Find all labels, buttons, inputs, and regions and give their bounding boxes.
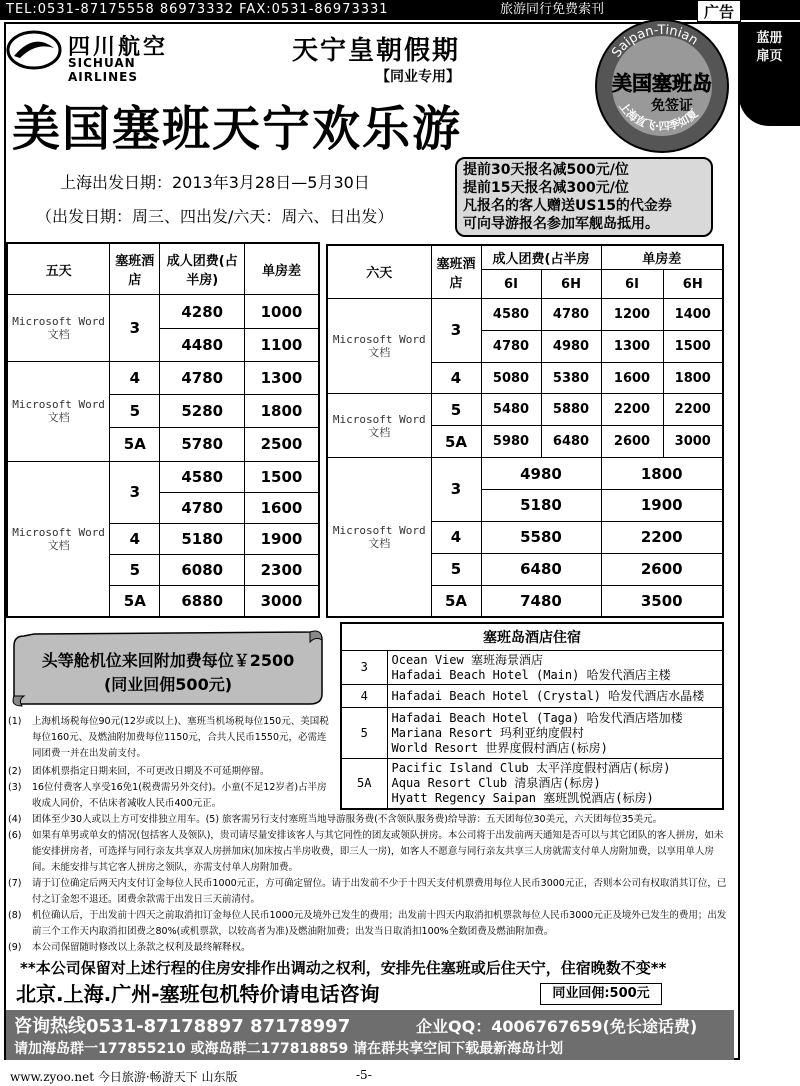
page-number: -5- [356, 1068, 372, 1082]
table-subheader: 6H [663, 270, 723, 299]
badge-top-text: Saipan-Tinian [609, 22, 701, 61]
badge-bottom-text: 上海直飞·四季如夏 [616, 99, 701, 134]
price-cell: 2500 [245, 428, 320, 461]
hotel-category: 4 [341, 685, 387, 708]
table-header: 六天 [327, 245, 431, 298]
price-cell: 2200 [601, 394, 663, 426]
note-text: 本公司保留随时修改以上条款之权利及最终解释权。 [32, 942, 251, 953]
note-text: 请于订位确定后两天内支付订金每位人民币1000元正，方可确定留位。请于出发前不少于十四天支付机票费用每位人民币3000元正，否则本公司有权取消其订位，已付之订金恕不退还。团费余款需于出发日三天前清付。 [32, 878, 727, 905]
hotel-grade: 4 [431, 521, 481, 553]
hotel-grade: 5A [110, 586, 160, 617]
price-cell: 4780 [481, 330, 541, 362]
price-cell: 4480 [160, 328, 245, 361]
saipan-badge [592, 16, 732, 156]
price-cell: 5180 [481, 489, 601, 521]
price-cell: 1100 [245, 328, 320, 361]
price-cell: 2600 [601, 426, 663, 458]
price-cell: 4980 [541, 330, 601, 362]
scroll-line-2: (同业回佣500元) [103, 675, 233, 694]
side-tab-label: 蓝册扉页 [756, 31, 783, 64]
hotel-grade: 5 [431, 394, 481, 426]
table-header: 成人团费(占半房 [481, 245, 601, 270]
hotel-name: Hafadai Beach Hotel (Crystal) 哈发代酒店水晶楼 [391, 688, 705, 703]
charter-inquiry: 北京.上海.广州-塞班包机特价请电话咨询 [16, 982, 380, 1006]
hotel-category: 5A [341, 758, 387, 809]
rebate-box: 同业回佣:500元 [540, 983, 662, 1005]
hotel-name: Ocean View 塞班海景酒店 [391, 652, 543, 667]
hotel-grade: 5A [431, 426, 481, 458]
scroll-line-1: 头等舱机位来回附加费每位￥2500 [41, 651, 295, 670]
hotel-category: 5 [341, 708, 387, 758]
price-cell: 5480 [481, 394, 541, 426]
price-cell: 1200 [601, 298, 663, 330]
price-cell: 4780 [160, 492, 245, 523]
adjustment-statement: **本公司保留对上述行程的住房安排作出调动之权利，安排先住塞班或后住天宁，住宿晚数不变** [20, 959, 667, 977]
note-number: (2) [8, 766, 22, 777]
price-cell: 4980 [481, 458, 601, 490]
hotel-grade: 5A [110, 428, 160, 461]
note-text: 团体至少30人或以上方可安排独立用车。(5) 旅客需另行支付塞班当地导游服务费(不含领队服务费)给导游：五天团每位30美元，六天团每位35美元。 [32, 814, 663, 825]
price-cell: 6080 [160, 555, 245, 586]
price-cell: 5980 [481, 426, 541, 458]
hotel-grade: 3 [431, 298, 481, 362]
price-cell: 1800 [245, 395, 320, 428]
airline-bird-icon [6, 28, 62, 72]
note-text: 如果有单男或单女的情况(包括客人及领队)，贵司请尽量安排该客人与其它同性的团友或领队拼房。本公司将于出发前两天通知是否可以与其它团队的客人拼房，如未能安排拼房者，可选择与同行亲友共享双人房拼加床(加床按占半房收费，即三人一房)，如客人不愿意与同行亲友共享三人房就需支付单人房附加费，以享用单人房间。未能安排与其它客人拼房之领队，亦需支付单人房附加费。 [32, 830, 724, 873]
price-cell: 5380 [541, 362, 601, 394]
price-cell: 4580 [481, 298, 541, 330]
five-day-price-table [6, 242, 320, 618]
note-number: (3) [8, 782, 22, 793]
six-day-price-table [326, 244, 724, 618]
price-cell: 3000 [245, 586, 320, 617]
price-cell: 4580 [160, 461, 245, 492]
price-cell: 4280 [160, 295, 245, 328]
badge-main-text: 美国塞班岛 [612, 71, 712, 95]
hotel-name: Mariana Resort 玛利亚纳度假村 [391, 725, 584, 740]
price-cell: 1000 [245, 295, 320, 328]
hotel-grade: 5 [110, 555, 160, 586]
price-cell: 2600 [601, 553, 723, 585]
table-header: 成人团费(占半房) [160, 243, 245, 295]
note-item [8, 714, 736, 762]
price-cell: 5080 [481, 362, 541, 394]
hotel-grade: 3 [110, 461, 160, 523]
note-number: (9) [8, 942, 22, 953]
price-cell: 4780 [541, 298, 601, 330]
table-header: 五天 [7, 243, 110, 295]
price-cell: 1500 [245, 461, 320, 492]
price-cell: 5880 [541, 394, 601, 426]
hotel-grade: 3 [431, 458, 481, 522]
hotel-name: Pacific Island Club 太平洋度假村酒店(标房) [391, 760, 671, 775]
embedded-object-label: Microsoft Word 文档 [327, 458, 431, 617]
hotel-list-title: 塞班岛酒店住宿 [341, 623, 723, 650]
price-cell: 5580 [481, 521, 601, 553]
price-cell: 5180 [160, 523, 245, 554]
departure-days: （出发日期：周三、四出发/六天：周六、日出发） [36, 207, 394, 226]
price-cell: 1400 [663, 298, 723, 330]
contact-line: TEL:0531-87175558 86973332 FAX:0531-86973331 [6, 2, 389, 17]
hotel-name: Hafadai Beach Hotel (Taga) 哈发代酒店塔加楼 [391, 710, 683, 725]
table-subheader: 6I [481, 270, 541, 299]
page-footer [0, 1064, 800, 1086]
price-cell: 1900 [245, 523, 320, 554]
price-cell: 1300 [601, 330, 663, 362]
price-cell: 5780 [160, 428, 245, 461]
hotel-name: Hafadai Beach Hotel (Main) 哈发代酒店主楼 [391, 667, 671, 682]
hotel-grade: 5 [431, 553, 481, 585]
price-cell: 1600 [245, 492, 320, 523]
note-number: (1) [8, 716, 22, 727]
price-cell: 3000 [663, 426, 723, 458]
hotline-phone: 咨询热线0531-87178897 87178997 [14, 1016, 351, 1037]
price-cell: 3500 [601, 585, 723, 617]
price-cell: 6480 [481, 553, 601, 585]
price-cell: 6480 [541, 426, 601, 458]
table-header: 塞班酒店 [110, 243, 160, 295]
headline: 美国塞班天宁欢乐游 [12, 101, 463, 157]
promo-line: 凡报名的客人赠送US15的代金券 [463, 198, 672, 214]
hotel-grade: 5A [431, 585, 481, 617]
note-number: (8) [8, 910, 22, 921]
hotel-grade: 3 [110, 295, 160, 361]
hotel-grade: 4 [110, 361, 160, 394]
first-class-scroll [10, 626, 326, 710]
departure-date: 上海出发日期：2013年3月28日—5月30日 [60, 173, 370, 192]
note-text: 上海机场税每位90元(12岁或以上)、塞班当机场税每位150元、美国税每位160元、及燃油附加费每位1150元，合共人民币1550元，必需连同团费一并在出发前支付。 [32, 716, 329, 759]
note-text: 16位付费客人享受16免1(税费需另外交付)。小童(不足12岁者)占半房收成人同价，不估床者减收人民币400元正。 [32, 782, 327, 809]
hotline-qq: 企业QQ：4006767659(免长途话费) [416, 1017, 698, 1036]
hotel-name: World Resort 世界度假村酒店(标房) [391, 740, 608, 755]
promo-box [455, 157, 713, 237]
table-header: 塞班酒店 [431, 245, 481, 298]
note-text: 机位确认后，于出发前十四天之前取消扣订金每位人民币1000元及境外已发生的费用；出发前十四天内取消扣机票款每位人民币3000元正及境外已发生的费用；出发前三个工作天内取消扣团费之80%(或机票款，以较高者为准)及燃油附加费；出发当日取消扣100%全数团费及燃油附加费。 [32, 910, 727, 937]
footer-site: www.zyoo.net 今日旅游·畅游天下 山东版 [10, 1070, 238, 1084]
note-text: 团体机票指定日期来回，不可更改日期及不可延期停留。 [32, 766, 270, 777]
embedded-object-label: Microsoft Word 文档 [7, 295, 110, 361]
note-number: (6) [8, 830, 22, 841]
price-cell: 2200 [601, 521, 723, 553]
hotline-groups: 请加海岛群一177855210 或海岛群二177818859 请在群共享空间下载最新海岛计划 [14, 1041, 564, 1057]
hotel-name: Aqua Resort Club 清泉酒店(标房) [391, 775, 601, 790]
trade-only-label: 【同业专用】 [376, 69, 460, 85]
price-cell: 1800 [601, 458, 723, 490]
price-cell: 1900 [601, 489, 723, 521]
price-cell: 2200 [663, 394, 723, 426]
note-number: (7) [8, 878, 22, 889]
hotel-grade: 4 [110, 523, 160, 554]
badge-sub-text: 免签证 [651, 98, 693, 114]
side-tab [739, 22, 800, 126]
airline-logo [6, 28, 206, 84]
price-cell: 4780 [160, 361, 245, 394]
price-cell: 7480 [481, 585, 601, 617]
table-header: 单房差 [245, 243, 320, 295]
promo-line: 可向导游报名参加军舰岛抵用。 [463, 216, 659, 232]
price-cell: 5280 [160, 395, 245, 428]
tour-brand: 天宁皇朝假期 [292, 36, 461, 66]
hotel-grade: 4 [431, 362, 481, 394]
logo-en: SICHUAN AIRLINES [68, 56, 138, 84]
embedded-object-label: Microsoft Word 文档 [327, 394, 431, 458]
price-cell: 2300 [245, 555, 320, 586]
promo-line: 提前15天报名减300元/位 [463, 180, 629, 196]
hotel-category: 3 [341, 650, 387, 685]
table-subheader: 6I [601, 270, 663, 299]
index-label: 旅游同行免费索刊 [500, 2, 605, 17]
hotel-grade: 5 [110, 395, 160, 428]
hotline-bar [6, 1010, 734, 1060]
promo-line: 提前30天报名减500元/位 [463, 162, 629, 178]
logo-zh: 四川航空 [68, 35, 169, 60]
table-subheader: 6H [541, 270, 601, 299]
embedded-object-label: Microsoft Word 文档 [7, 361, 110, 461]
ad-tag: 广告 [697, 0, 741, 22]
embedded-object-label: Microsoft Word 文档 [327, 298, 431, 394]
table-header: 单房差 [601, 245, 723, 270]
price-cell: 1500 [663, 330, 723, 362]
price-cell: 1600 [601, 362, 663, 394]
note-number: (4) [8, 814, 22, 825]
price-cell: 6880 [160, 586, 245, 617]
hotel-name: Hyatt Regency Saipan 塞班凯悦酒店(标房) [391, 790, 654, 805]
price-cell: 1800 [663, 362, 723, 394]
price-cell: 1300 [245, 361, 320, 394]
embedded-object-label: Microsoft Word 文档 [7, 461, 110, 617]
